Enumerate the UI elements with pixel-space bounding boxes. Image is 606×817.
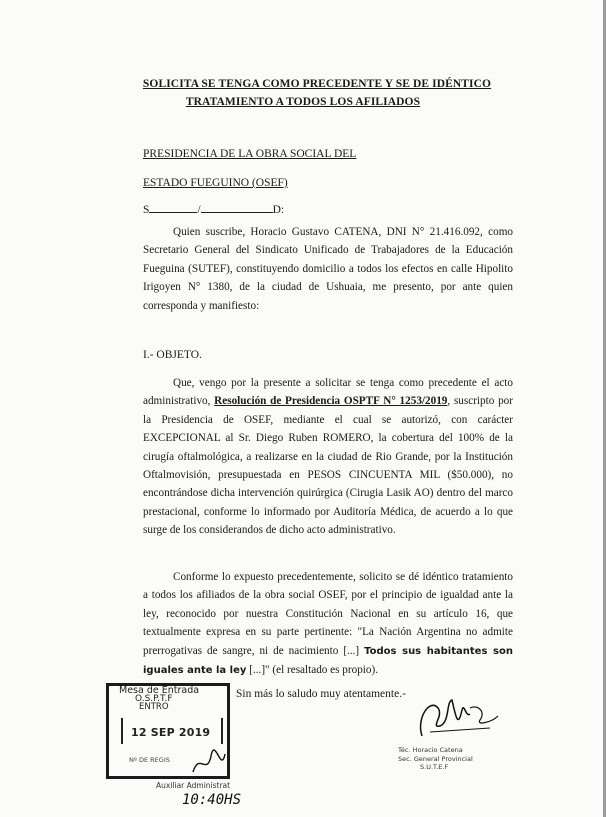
- stamp-date: 12 SEP 2019: [131, 726, 211, 739]
- addressee-line-1: PRESIDENCIA DE LA OBRA SOCIAL DEL: [143, 148, 357, 160]
- resolution-reference: Resolución de Presidencia OSPTF N° 1253/2019: [214, 395, 448, 408]
- salutation-sd: [143, 202, 284, 216]
- signature-block: [398, 746, 473, 772]
- addressee-line-2: ESTADO FUEGUINO (OSEF): [143, 177, 288, 189]
- handwritten-time: 10:40HS: [182, 792, 242, 808]
- conforme-paragraph: [143, 568, 513, 680]
- signature-line-1: Téc. Horacio Catena: [398, 746, 463, 754]
- intro-text: Quien suscribe, Horacio Gustavo CATENA, DNI N° 21.416.092, como Secretario General del Sindicato Unificado de Trabajadores de la Educación Fueguina (SUTEF), constituyendo domicilio a todos los efectos en calle Hipolito Irigoyen N° 1380, de la ciudad de Ushuaia, me presento, por ante quien corresponda y manifiesto:: [143, 226, 513, 312]
- intro-paragraph: [143, 223, 513, 315]
- signature-line-2: Sec. General Provincial: [398, 754, 473, 763]
- stamp-line-3: ENTRO: [139, 702, 169, 712]
- stamp-scribble-icon: [189, 748, 229, 778]
- signature-line-3: S.U.T.E.F: [420, 763, 449, 771]
- reception-stamp: [106, 683, 230, 779]
- sd-s: S: [143, 204, 150, 216]
- stamp-aux-label: Auxiliar Administrat: [156, 781, 231, 790]
- objeto-text-2: , suscripto por la Presidencia de OSEF, mediante el cual se autorizó, con carácter EXCEPCIONAL al Sr. Diego Ruben ROMERO, la cobertura del 100% de la cirugía oftalmológica, a realizarse en la ciudad de Rio Grande, por la Institución Oftalmovisión, presupuestada en PESOS CINCUENTA MIL ($50.000), no encontrándose dicha intervención quirúrgica (Cirugia Lasik AO) dentro del marco prestacional, conforme lo informado por Auditoría Médica, de acuerdo a lo que surge de los considerandos de dicho acto administrativo.: [143, 395, 513, 537]
- section-title-objeto: I.- OBJETO.: [143, 349, 202, 361]
- document-title-line-2: TRATAMIENTO A TODOS LOS AFILIADOS: [185, 96, 421, 108]
- document-title-line-1: SOLICITA SE TENGA COMO PRECEDENTE Y SE DE IDÉNTICO: [142, 78, 492, 90]
- signature-icon: [400, 688, 510, 748]
- sd-d: D:: [272, 204, 285, 216]
- highlighted-quote: Todos sus habitantes son iguales ante la ley: [143, 645, 513, 677]
- stamp-line-2: O.S.P.T.F: [135, 694, 173, 704]
- stamp-line-1: Mesa de Entrada: [119, 685, 200, 696]
- sd-slash: /: [197, 204, 201, 216]
- objeto-text-1: Que, vengo por la presente a solicitar se tenga como precedente el acto administrativo,: [143, 377, 513, 408]
- stamp-line-4: Nº DE REGIS: [129, 756, 170, 764]
- closing-line: Sin más lo saludo muy atentamente.-: [236, 688, 406, 700]
- conforme-text-2: [...]" (el resaltado es propio).: [246, 664, 379, 677]
- objeto-paragraph: [143, 374, 513, 540]
- conforme-text-1: Conforme lo expuesto precedentemente, solicito se dé idéntico tratamiento a todos los afiliados de la obra social OSEF, por el principio de igualdad ante la ley, reconocido por nuestra Constitución Nacional en su artículo 16, que textualmente expresa en su parte pertinente: "La Nación Argentina no admite prerrogativas de sangre, ni de nacimiento [...]: [143, 571, 513, 657]
